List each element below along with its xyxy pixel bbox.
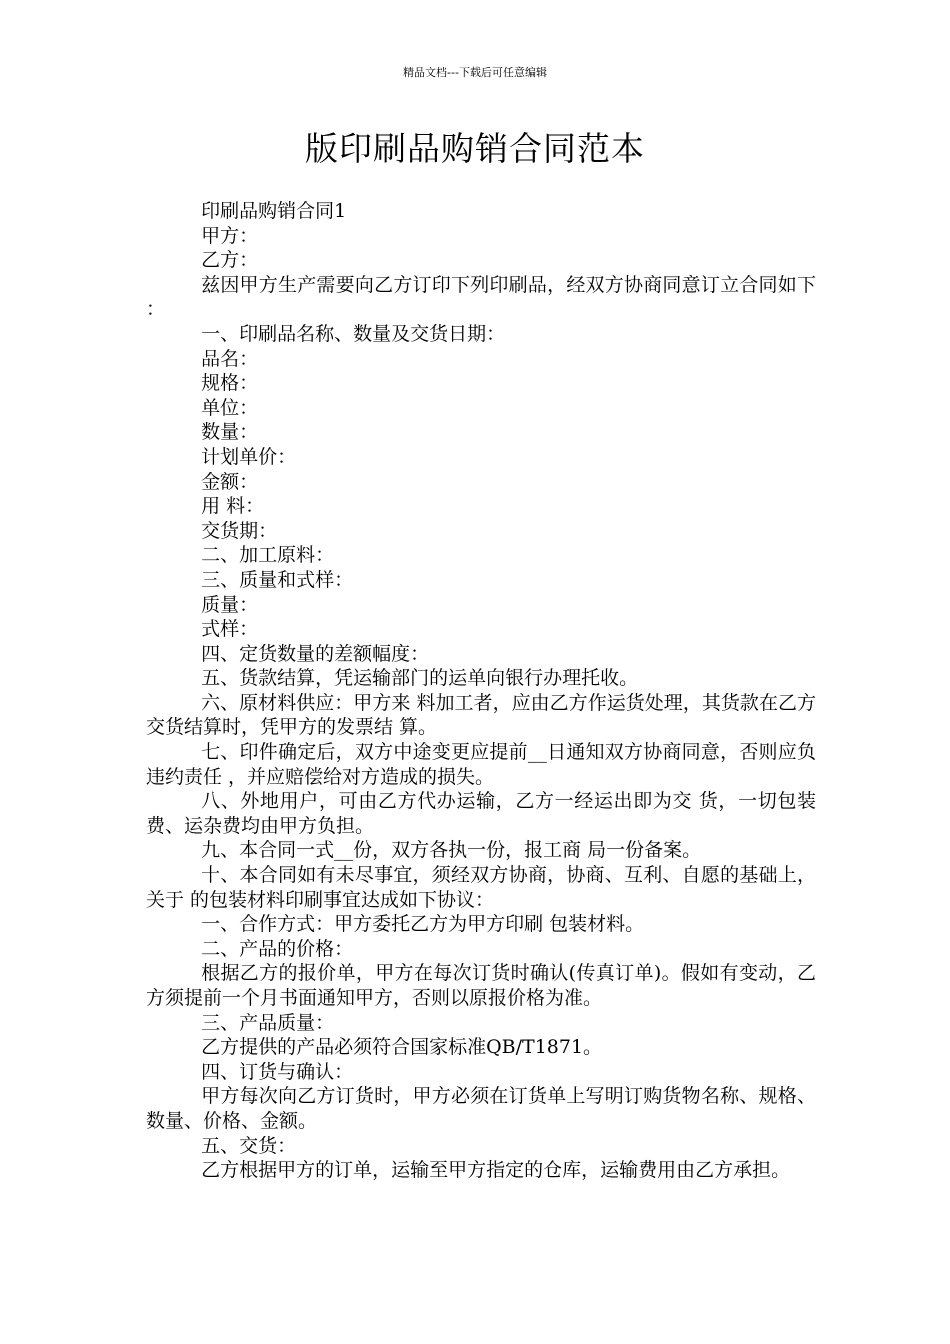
paragraph-25: 一、合作方式：甲方委托乙方为甲方印刷 包装材料。: [201, 913, 645, 936]
paragraph-13: 交货期：: [201, 519, 278, 542]
paragraph-8: 单位：: [201, 396, 259, 419]
paragraph-19: 五、货款结算，凭运输部门的运单向银行办理托收。: [201, 667, 639, 690]
paragraph-32: 五、交货：: [201, 1134, 297, 1157]
paragraph-7: 规格：: [201, 372, 259, 395]
paragraph-2: 甲方：: [201, 224, 259, 247]
paragraph-11: 金额：: [201, 470, 259, 493]
paragraph-22: 八、外地用户，可由乙方代办运输，乙方一经运出即为交 货，一切包装费、运杂费均由甲方负担。: [146, 790, 816, 837]
paragraph-3: 乙方：: [201, 249, 259, 272]
paragraph-17: 式样：: [201, 618, 259, 641]
paragraph-28: 三、产品质量：: [201, 1011, 335, 1034]
document-title: 版印刷品购销合同范本: [305, 129, 645, 168]
paragraph-6: 品名：: [201, 347, 259, 370]
paragraph-1: 印刷品购销合同1: [201, 200, 347, 222]
paragraph-20: 六、原材料供应：甲方来 料加工者，应由乙方作运货处理，其货款在乙方交货结算时，凭甲方的发票结 算。: [146, 691, 816, 739]
paragraph-30: 四、订货与确认：: [201, 1060, 354, 1083]
paragraph-33: 乙方根据甲方的订单，运输至甲方指定的仓库，运输费用由乙方承担。: [201, 1159, 791, 1182]
paragraph-27: 根据乙方的报价单，甲方在每次订货时确认(传真订单)。假如有变动，乙方须提前一个月书面通知甲方，否则以原报价格为准。: [146, 962, 816, 1009]
paragraph-10: 计划单价：: [201, 445, 297, 468]
paragraph-4: 兹因甲方生产需要向乙方订印下列印刷品，经双方协商同意订立合同如下 ：: [146, 273, 823, 321]
paragraph-15: 三、质量和式样：: [201, 568, 354, 591]
paragraph-26: 二、产品的价格：: [201, 937, 354, 960]
paragraph-9: 数量：: [201, 421, 259, 444]
paragraph-29: 乙方提供的产品必须符合国家标准QB/T1871。: [201, 1036, 603, 1059]
paragraph-31: 甲方每次向乙方订货时，甲方必须在订货单上写明订购货物名称、规格、数量、价格、金额。: [146, 1085, 816, 1132]
paragraph-16: 质量：: [201, 593, 259, 616]
paragraph-18: 四、定货数量的差额幅度：: [201, 642, 430, 665]
paragraph-24: 十、本合同如有未尽事宜，须经双方协商，协商、互利、自愿的基础上，关于 的包装材料印刷事宜达成如下协议：: [146, 864, 816, 911]
document-body: [146, 199, 823, 1183]
header-note: 精品文档---下载后可任意编辑: [403, 66, 547, 79]
paragraph-12: 用 料：: [201, 495, 265, 518]
paragraph-23: 九、本合同一式__份，双方各执一份，报工商 局一份备案。: [201, 839, 702, 862]
paragraph-21: 七、印件确定后，双方中途变更应提前__日通知双方协商同意，否则应负违约责任 ，并应赔偿给对方造成的损失。: [146, 741, 816, 788]
paragraph-14: 二、加工原料：: [201, 544, 335, 567]
paragraph-5: 一、印刷品名称、数量及交货日期：: [201, 322, 506, 345]
